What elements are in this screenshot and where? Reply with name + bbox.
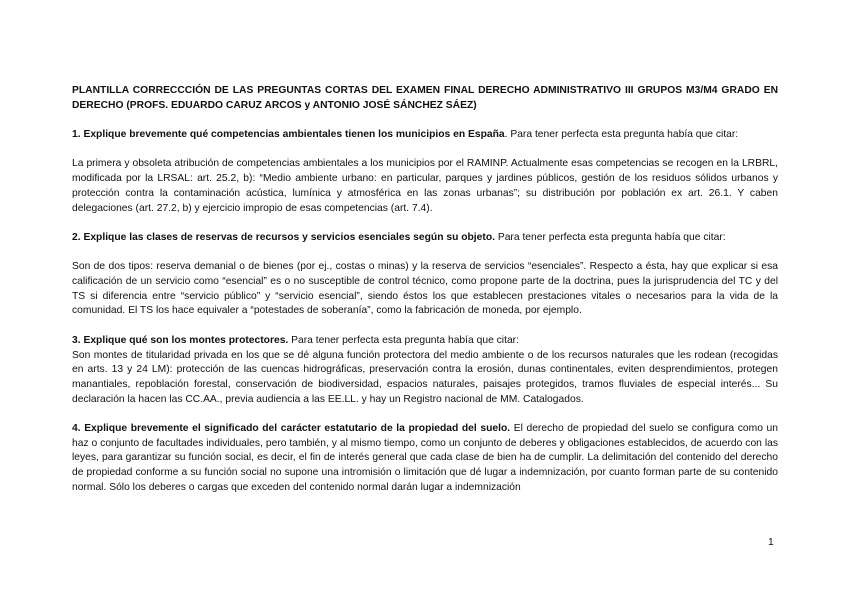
question-2 <box>72 231 778 319</box>
question-3-trail: Para tener perfecta esta pregunta había que citar: <box>288 334 519 346</box>
question-1-answer: La primera y obsoleta atribución de competencias ambientales a los municipios por el RAMINP. Actualmente esas competencias se recogen en la LRBRL, modificada por la LRSAL: art. 25.2, b): “Medio ambiente urbano: en particular, parques y jardines públicos, gestión de los residuos sólidos urbanos y protección contra la contaminación acústica, lumínica y atmosférica en las zonas urbanas”; su distribución por población ex art. 26.1. Y caben delegaciones (art. 27.2, b) y ejercicio impropio de esas competencias (art. 7.4). <box>72 158 778 214</box>
question-2-line <box>72 231 778 246</box>
question-1-trail: . Para tener perfecta esta pregunta había que citar: <box>504 129 739 141</box>
question-1-heading: 1. Explique brevemente qué competencias ambientales tienen los municipios en España <box>72 129 505 141</box>
question-4-answer: El derecho de propiedad del suelo se configura como un haz o conjunto de facultades individuales, pero también, y al mismo tiempo, como un conjunto de deberes y obligaciones establecidos, de acuerdo con las leyes, para garantizar su función social, es decir, el fin de interés general que cada clase de bien ha de cumplir. La delimitación del contenido del derecho de propiedad conforme a su función social no supone una intromisión o limitación que dé lugar a indemnización, por cuanto forman parte de su contenido normal. Sólo los deberes o cargas que exceden del contenido normal darán lugar a indemnización <box>72 423 778 493</box>
page-number: 1 <box>768 537 774 548</box>
question-2-trail: Para tener perfecta esta pregunta había que citar: <box>494 231 726 243</box>
question-1 <box>72 128 778 216</box>
document-body <box>72 84 778 496</box>
question-4-heading: 4. Explique brevemente el significado del carácter estatutario de la propiedad del suelo. <box>72 423 511 435</box>
question-3-heading: 3. Explique qué son los montes protectores. <box>72 334 289 346</box>
document-title: PLANTILLA CORRECCCIÓN DE LAS PREGUNTAS CORTAS DEL EXAMEN FINAL DERECHO ADMINISTRATIVO III GRUPOS M3/M4 GRADO EN DERECHO (PROFS. EDUARDO CARUZ ARCOS y ANTONIO JOSÉ SÁNCHEZ SÁEZ) <box>72 85 778 111</box>
question-4-paragraph <box>72 422 778 496</box>
question-2-heading: 2. Explique las clases de reservas de recursos y servicios esenciales según su objeto. <box>72 231 495 243</box>
question-1-line <box>72 128 778 143</box>
question-4 <box>72 422 778 496</box>
question-2-answer: Son de dos tipos: reserva demanial o de bienes (por ej., costas o minas) y la reserva de servicios “esenciales”. Respecto a ésta, hay que explicar si esa calificación de un servicio como “esencial” es o no susceptible de control técnico, como propone parte de la doctrina, pues la jurisprudencia del TC y del TS si diferencia entre “servicio público” y “servicio esencial”, siendo éstos los que establecen prestaciones vitales o necesarios para la vida de la comunidad. El TS los hace equivaler a “potestades de soberanía”, como la fabricación de moneda, por ejemplo. <box>72 261 778 317</box>
question-3 <box>72 334 778 408</box>
question-3-answer: Son montes de titularidad privada en los que se dé alguna función protectora del medio ambiente o de los recursos naturales que les rodean (recogidas en arts. 13 y 24 LM): protección de las cuencas hidrográficas, preservación contra la erosión, dunas continentales, eviten desprendimientos, protegen manantiales, repoblación forestal, conservación de biodiversidad, espacios naturales, paisajes protegidos, tramos fluviales de especial interés... Su declaración la hacen las CC.AA., previa audiencia a las EE.LL. y hay un Registro nacional de MM. Catalogados. <box>72 349 778 405</box>
question-3-line <box>72 334 778 349</box>
